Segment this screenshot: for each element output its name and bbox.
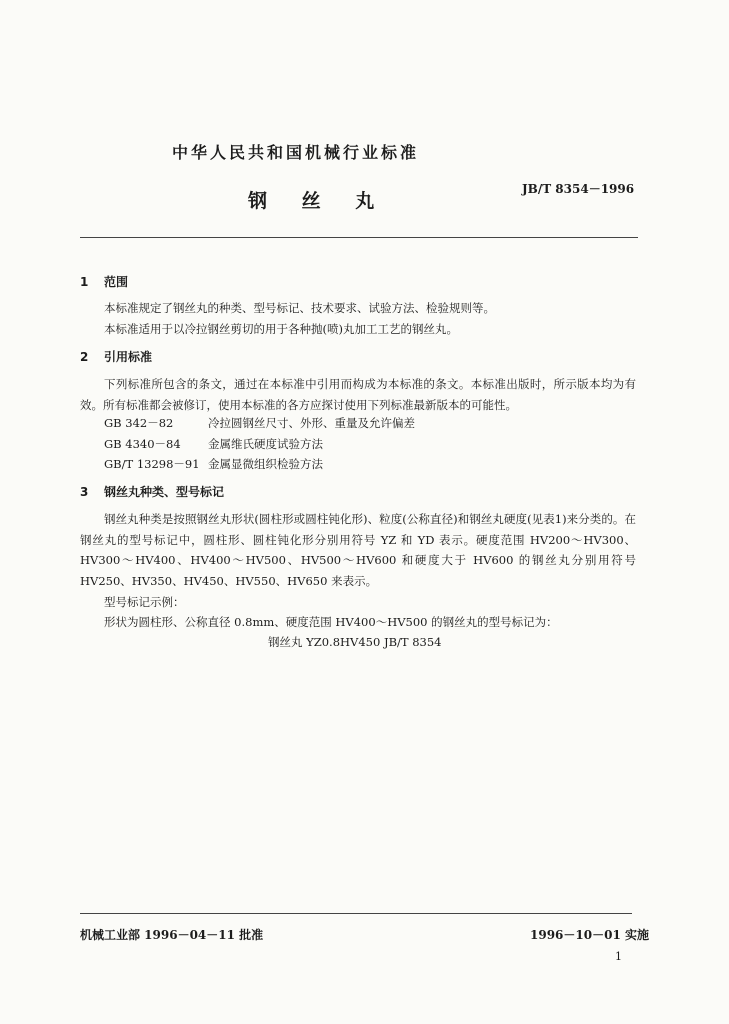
header-divider xyxy=(80,237,638,238)
section-title: 范围 xyxy=(104,275,129,289)
section-heading-references xyxy=(80,348,152,365)
footer-divider xyxy=(80,913,632,914)
page-number: 1 xyxy=(615,950,622,963)
paragraph-line: 本标准适用于以冷拉钢丝剪切的用于各种抛(喷)丸加工工艺的钢丝丸。 xyxy=(104,322,458,336)
reference-code: GB 4340－84 xyxy=(104,437,181,451)
section-number: 1 xyxy=(80,275,89,289)
approval-date: 机械工业部 1996－04－11 批准 xyxy=(80,928,264,942)
reference-title: 金属维氏硬度试验方法 xyxy=(208,437,323,451)
section-title: 引用标准 xyxy=(104,350,153,364)
issuing-organization: 中华人民共和国机械行业标准 xyxy=(172,143,420,162)
example-label: 型号标记示例： xyxy=(104,595,185,609)
document-title: 钢 丝 丸 xyxy=(248,190,389,212)
paragraph-line: 本标准规定了钢丝丸的种类、型号标记、技术要求、试验方法、检验规则等。 xyxy=(104,301,495,315)
example-code: 钢丝丸 YZ0.8HV450 JB/T 8354 xyxy=(268,635,442,649)
section-number: 2 xyxy=(80,350,89,364)
references-intro-paragraph: 下列标准所包含的条文，通过在本标准中引用而构成为本标准的条文。本标准出版时，所示版本均为有效。所有标准都会被修订，使用本标准的各方应探讨使用下列标准最新版本的可能性。 xyxy=(80,377,636,412)
reference-code: GB 342－82 xyxy=(104,416,174,430)
reference-title: 金属显微组织检验方法 xyxy=(208,457,323,471)
standard-number: JB/T 8354－1996 xyxy=(522,182,635,196)
section-heading-types xyxy=(80,483,224,500)
reference-code: GB/T 13298－91 xyxy=(104,457,200,471)
reference-title: 冷拉圆钢丝尺寸、外形、重量及允许偏差 xyxy=(208,416,415,430)
example-text: 形状为圆柱形、公称直径 0.8mm、硬度范围 HV400～HV500 的钢丝丸的型号标记为： xyxy=(104,615,558,629)
effective-date: 1996－10－01 实施 xyxy=(530,928,649,942)
section-heading-scope xyxy=(80,273,128,290)
types-paragraph: 钢丝丸种类是按照钢丝丸形状(圆柱形或圆柱钝化形)、粒度(公称直径)和钢丝丸硬度(见表1)来分类的。在钢丝丸的型号标记中，圆柱形、圆柱钝化形分别用符号 YZ 和 YD 表示。硬度范围 HV200～HV300、HV300～HV400、HV400～HV500、HV500～HV600 和硬度大于 HV600 的钢丝丸分别用符号 HV250、HV350、HV450、HV550、HV650 来表示。 xyxy=(80,512,636,588)
section-number: 3 xyxy=(80,485,89,499)
section-title: 钢丝丸种类、型号标记 xyxy=(104,485,225,499)
